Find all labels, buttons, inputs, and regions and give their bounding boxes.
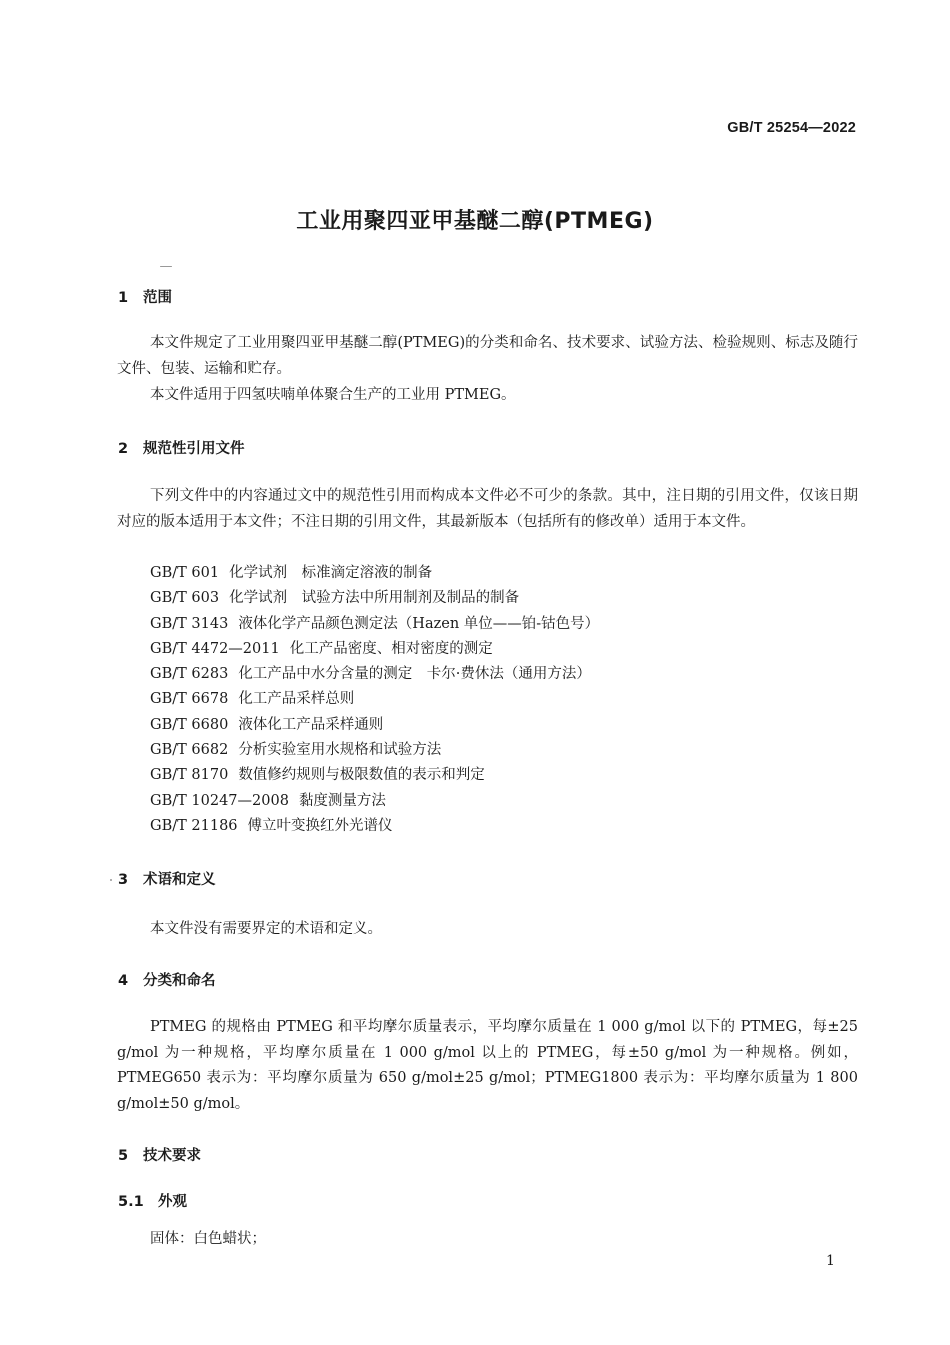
reference-code: GB/T 6682: [150, 742, 229, 759]
reference-code: GB/T 601: [150, 565, 220, 581]
standard-code: GB/T 25254—2022: [727, 120, 856, 136]
scan-speck: [110, 879, 112, 881]
section-number: 4: [118, 973, 129, 989]
section-number: 1: [118, 290, 129, 306]
reference-code: GB/T 6678: [150, 691, 229, 708]
reference-title: 分析实验室用水规格和试验方法: [238, 742, 442, 759]
reference-code: GB/T 6283: [150, 666, 229, 683]
appearance-requirement: 固体：白色蜡状；: [150, 1231, 266, 1247]
section-1-heading: [118, 286, 172, 307]
reference-code: GB/T 8170: [150, 767, 229, 784]
reference-title: 数值修约规则与极限数值的表示和判定: [238, 767, 485, 784]
section-1-paragraph-2: 本文件适用于四氢呋喃单体聚合生产的工业用 PTMEG。: [150, 387, 516, 403]
section-number: 2: [118, 441, 129, 457]
section-number: 5: [118, 1148, 129, 1164]
reference-code: GB/T 21186: [150, 817, 238, 834]
section-title: 技术要求: [143, 1148, 201, 1164]
reference-title: 化工产品采样总则: [238, 691, 355, 708]
section-title: 规范性引用文件: [143, 441, 245, 457]
reference-title: 化工产品密度、相对密度的测定: [289, 640, 493, 657]
section-3-heading: [118, 868, 216, 889]
reference-item: [150, 738, 599, 763]
section-1-paragraph-1: 本文件规定了工业用聚四亚甲基醚二醇(PTMEG)的分类和命名、技术要求、试验方法、检验规则、标志及随行文件、包装、运输和贮存。: [117, 335, 858, 377]
section-2-intro: 下列文件中的内容通过文中的规范性引用而构成本文件必不可少的条款。其中，注日期的引用文件，仅该日期对应的版本适用于本文件；不注日期的引用文件，其最新版本（包括所有的修改单）适用于本文件。: [117, 488, 858, 530]
section-title: 分类和命名: [143, 973, 216, 989]
section-4-paragraph: PTMEG 的规格由 PTMEG 和平均摩尔质量表示，平均摩尔质量在 1 000 g/mol 以下的 PTMEG，每±25 g/mol 为一种规格，平均摩尔质量在 1 000 g/mol 以上的 PTMEG，每±50 g/mol 为一种规格。例如，PTMEG650 表示为：平均摩尔质量为 650 g/mol±25 g/mol；PTMEG1800 表示为：平均摩尔质量为 1 800 g/mol±50 g/mol。: [117, 1019, 858, 1112]
reference-item: [150, 713, 599, 738]
subsection-number: 5.1: [118, 1194, 144, 1210]
subsection-title: 外观: [158, 1194, 187, 1210]
normative-references-list: [150, 561, 599, 839]
reference-title: 化学试剂 标准滴定溶液的制备: [229, 565, 433, 581]
subsection-5-1-heading: [118, 1190, 187, 1211]
reference-item: [150, 586, 599, 611]
reference-item: [150, 687, 599, 712]
section-title: 术语和定义: [143, 872, 216, 888]
reference-item: [150, 612, 599, 637]
scan-speck: [160, 266, 172, 267]
reference-code: GB/T 6680: [150, 716, 229, 733]
page-number: 1: [826, 1253, 835, 1269]
section-4-heading: [118, 969, 216, 990]
reference-item: [150, 662, 599, 687]
reference-title: 化工产品中水分含量的测定 卡尔·费休法（通用方法）: [238, 666, 591, 683]
reference-item: [150, 814, 599, 839]
section-title: 范围: [143, 290, 172, 306]
reference-code: GB/T 3143: [150, 615, 229, 632]
reference-item: [150, 561, 599, 586]
reference-title: 黏度测量方法: [298, 792, 386, 809]
reference-item: [150, 789, 599, 814]
reference-code: GB/T 603: [150, 590, 220, 607]
section-5-heading: [118, 1144, 201, 1165]
reference-code: GB/T 4472—2011: [150, 640, 280, 657]
reference-title: 傅立叶变换红外光谱仪: [247, 817, 393, 834]
section-2-heading: [118, 437, 245, 458]
reference-title: 液体化学产品颜色测定法（Hazen 单位——铂-钴色号）: [238, 615, 600, 632]
document-title: 工业用聚四亚甲基醚二醇(PTMEG): [296, 209, 654, 234]
reference-code: GB/T 10247—2008: [150, 792, 289, 809]
reference-title: 液体化工产品采样通则: [238, 716, 384, 733]
section-number: 3: [118, 872, 129, 888]
section-3-paragraph: 本文件没有需要界定的术语和定义。: [150, 921, 382, 937]
reference-item: [150, 763, 599, 788]
reference-title: 化学试剂 试验方法中所用制剂及制品的制备: [229, 590, 520, 607]
reference-item: [150, 637, 599, 662]
